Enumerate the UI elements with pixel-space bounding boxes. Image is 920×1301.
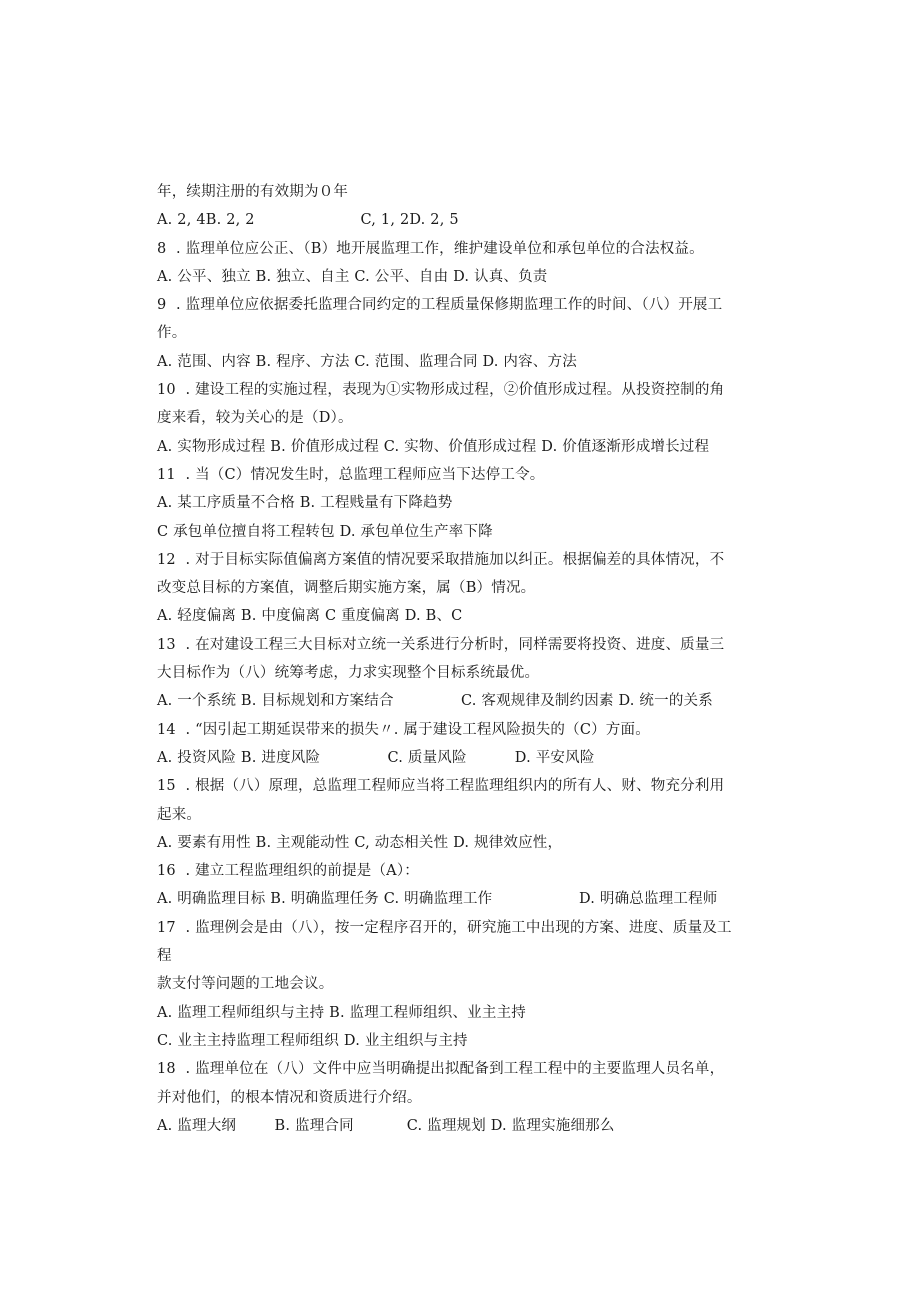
- answer-options-15: A. 要素有用性 B. 主观能动性 C, 动态相关性 D. 规律效应性，: [157, 834, 563, 851]
- answer-options-9: A. 范围、内容 B. 程序、方法 C. 范围、监理合同 D. 内容、方法: [157, 353, 577, 370]
- question-8: 8 . 监理单位应公正、（B）地开展监理工作，维护建设单位和承包单位的合法权益。: [157, 240, 704, 257]
- answer-options-18: A. 监理大纲 B. 监理合同 C. 监理规划 D. 监理实施细那么: [157, 1117, 615, 1134]
- question-10: 10 . 建设工程的实施过程，表现为①实物形成过程，②价值形成过程。从投资控制的角: [157, 382, 725, 399]
- answer-options-11a: A. 某工序质量不合格 B. 工程贱量有下降趋势: [157, 495, 453, 512]
- question-15: 15 . 根据（八）原理，总监理工程师应当将工程监理组织内的所有人、财、物充分利用: [157, 778, 725, 795]
- question-17-continued-a: 程: [157, 948, 172, 965]
- question-9: 9 . 监理单位应依据委托监理合同约定的工程质量保修期监理工作的时间、（八）开展工: [157, 297, 723, 314]
- question-12-continued: 改变总目标的方案值，调整后期实施方案，属（B）情况。: [157, 580, 536, 597]
- question-16: 16 . 建立工程监理组织的前提是（A）：: [157, 863, 420, 880]
- question-15-continued: 起来。: [157, 806, 202, 823]
- answer-options-17b: C. 业主主持监理工程师组织 D. 业主组织与主持: [157, 1032, 468, 1049]
- answer-options-17a: A. 监理工程师组织与主持 B. 监理工程师组织、业主主持: [157, 1004, 526, 1021]
- answer-options-12: A. 轻度偏离 B. 中度偏离 C 重度偏离 D. B、C: [157, 608, 463, 625]
- answer-options-line: A. 2, 4B. 2, 2 C, 1, 2D. 2, 5: [157, 212, 459, 229]
- question-13: 13 . 在对建设工程三大目标对立统一关系进行分析时，同样需要将投资、进度、质量三: [157, 636, 725, 653]
- question-11: 11 . 当（C）情况发生时，总监理工程师应当下达停工令。: [157, 466, 545, 483]
- question-14: 14 . “因引起工期延误带来的损失〃. 属于建设工程风险损失的（C）方面。: [157, 721, 650, 738]
- question-10-continued: 度来看，较为关心的是（D）。: [157, 410, 353, 427]
- question-18-continued: 并对他们，的根本情况和资质进行介绍。: [157, 1089, 422, 1106]
- answer-options-8: A. 公平、独立 B. 独立、自主 C. 公平、自由 D. 认真、负责: [157, 268, 548, 285]
- text-line: 年，续期注册的有效期为０年: [157, 184, 349, 200]
- answer-options-13: A. 一个系统 B. 目标规划和方案结合 C. 客观规律及制约因素 D. 统一的关系: [157, 693, 713, 710]
- answer-options-16: A. 明确监理目标 B. 明确监理任务 C. 明确监理工作 D. 明确总监理工程师: [157, 891, 718, 908]
- question-18: 18 . 监理单位在（八）文件中应当明确提出拟配备到工程工程中的主要监理人员名单，: [157, 1061, 725, 1078]
- question-17: 17 . 监理例会是由（八），按一定程序召开的，研究施工中出现的方案、进度、质量及工: [157, 919, 732, 936]
- answer-options-10: A. 实物形成过程 B. 价值形成过程 C. 实物、价值形成过程 D. 价值逐渐形成增长过程: [157, 438, 710, 455]
- answer-options-11b: C 承包单位擅自将工程转包 D. 承包单位生产率下降: [157, 523, 493, 540]
- question-9-continued: 作。: [157, 325, 187, 342]
- answer-options-14: A. 投资风险 B. 进度风险 C. 质量风险 D. 平安风险: [157, 749, 595, 766]
- question-17-continued-b: 款支付等问题的工地会议。: [157, 976, 334, 993]
- question-12: 12 . 对于目标实际值偏离方案值的情况要采取措施加以纠正。根据偏差的具体情况，不: [157, 551, 725, 568]
- question-13-continued: 大目标作为（八）统筹考虑，力求实现整个目标系统最优。: [157, 665, 540, 682]
- document-body: [157, 178, 767, 1140]
